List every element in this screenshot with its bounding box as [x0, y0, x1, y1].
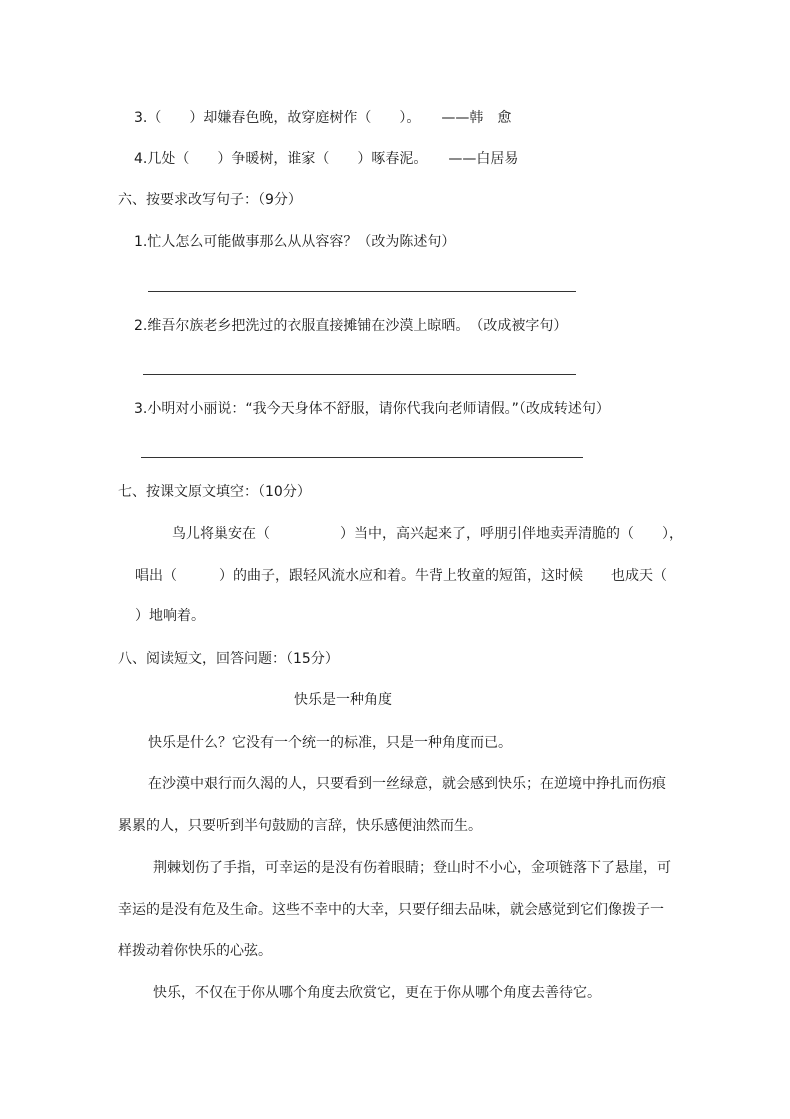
passage-paragraph-4: 快乐，不仅在于你从哪个角度去欣赏它，更在于你从哪个角度去善待它。	[153, 985, 601, 1001]
section-7-heading: 七、按课文原文填空：（10分）	[118, 484, 311, 500]
section-7-line-1: 鸟儿将巢安在（ ）当中，高兴起来了，呼朋引伴地卖弄清脆的（ ），	[172, 526, 683, 542]
passage-title: 快乐是一种角度	[294, 692, 392, 708]
section-7-line-2: 唱出（ ）的曲子，跟轻风流水应和着。牛背上牧童的短笛，这时候 也成天（	[135, 568, 667, 584]
poem-line-4: 4.几处（ ）争暖树，谁家（ ）啄春泥。 ——白居易	[134, 151, 519, 167]
section-6-question-1: 1.忙人怎么可能做事那么从从容容？（改为陈述句）	[134, 234, 456, 250]
section-6-question-3: 3.小明对小丽说：“我今天身体不舒服，请你代我向老师请假。”（改成转述句）	[134, 401, 610, 417]
passage-paragraph-3-line-1: 荆棘划伤了手指，可幸运的是没有伤着眼睛；登山时不小心，金项链落下了悬崖，可	[153, 860, 671, 876]
section-6-heading: 六、按要求改写句子：（9分）	[118, 192, 302, 208]
poem-line-3: 3.（ ）却嫌春色晚，故穿庭树作（ ）。 ——韩 愈	[134, 110, 512, 126]
section-8-heading: 八、阅读短文，回答问题：（15分）	[118, 651, 339, 667]
passage-paragraph-3-line-2: 幸运的是没有危及生命。这些不幸中的大幸，只要仔细去品味，就会感觉到它们像拨子一	[118, 902, 664, 918]
passage-paragraph-1: 快乐是什么？它没有一个统一的标准，只是一种角度而已。	[148, 735, 512, 751]
answer-line-2[interactable]	[143, 374, 576, 375]
section-7-line-3: ）地响着。	[135, 608, 205, 624]
answer-line-1[interactable]	[148, 291, 576, 292]
answer-line-3[interactable]	[141, 457, 583, 458]
passage-paragraph-3-line-3: 样拨动着你快乐的心弦。	[118, 943, 272, 959]
passage-paragraph-2-line-1: 在沙漠中艰行而久渴的人，只要看到一丝绿意，就会感到快乐；在逆境中挣扎而伤痕	[148, 776, 666, 792]
passage-paragraph-2-line-2: 累累的人，只要听到半句鼓励的言辞，快乐感便油然而生。	[118, 818, 482, 834]
section-6-question-2: 2.维吾尔族老乡把洗过的衣服直接摊铺在沙漠上晾晒。 （改成被字句）	[134, 318, 568, 334]
